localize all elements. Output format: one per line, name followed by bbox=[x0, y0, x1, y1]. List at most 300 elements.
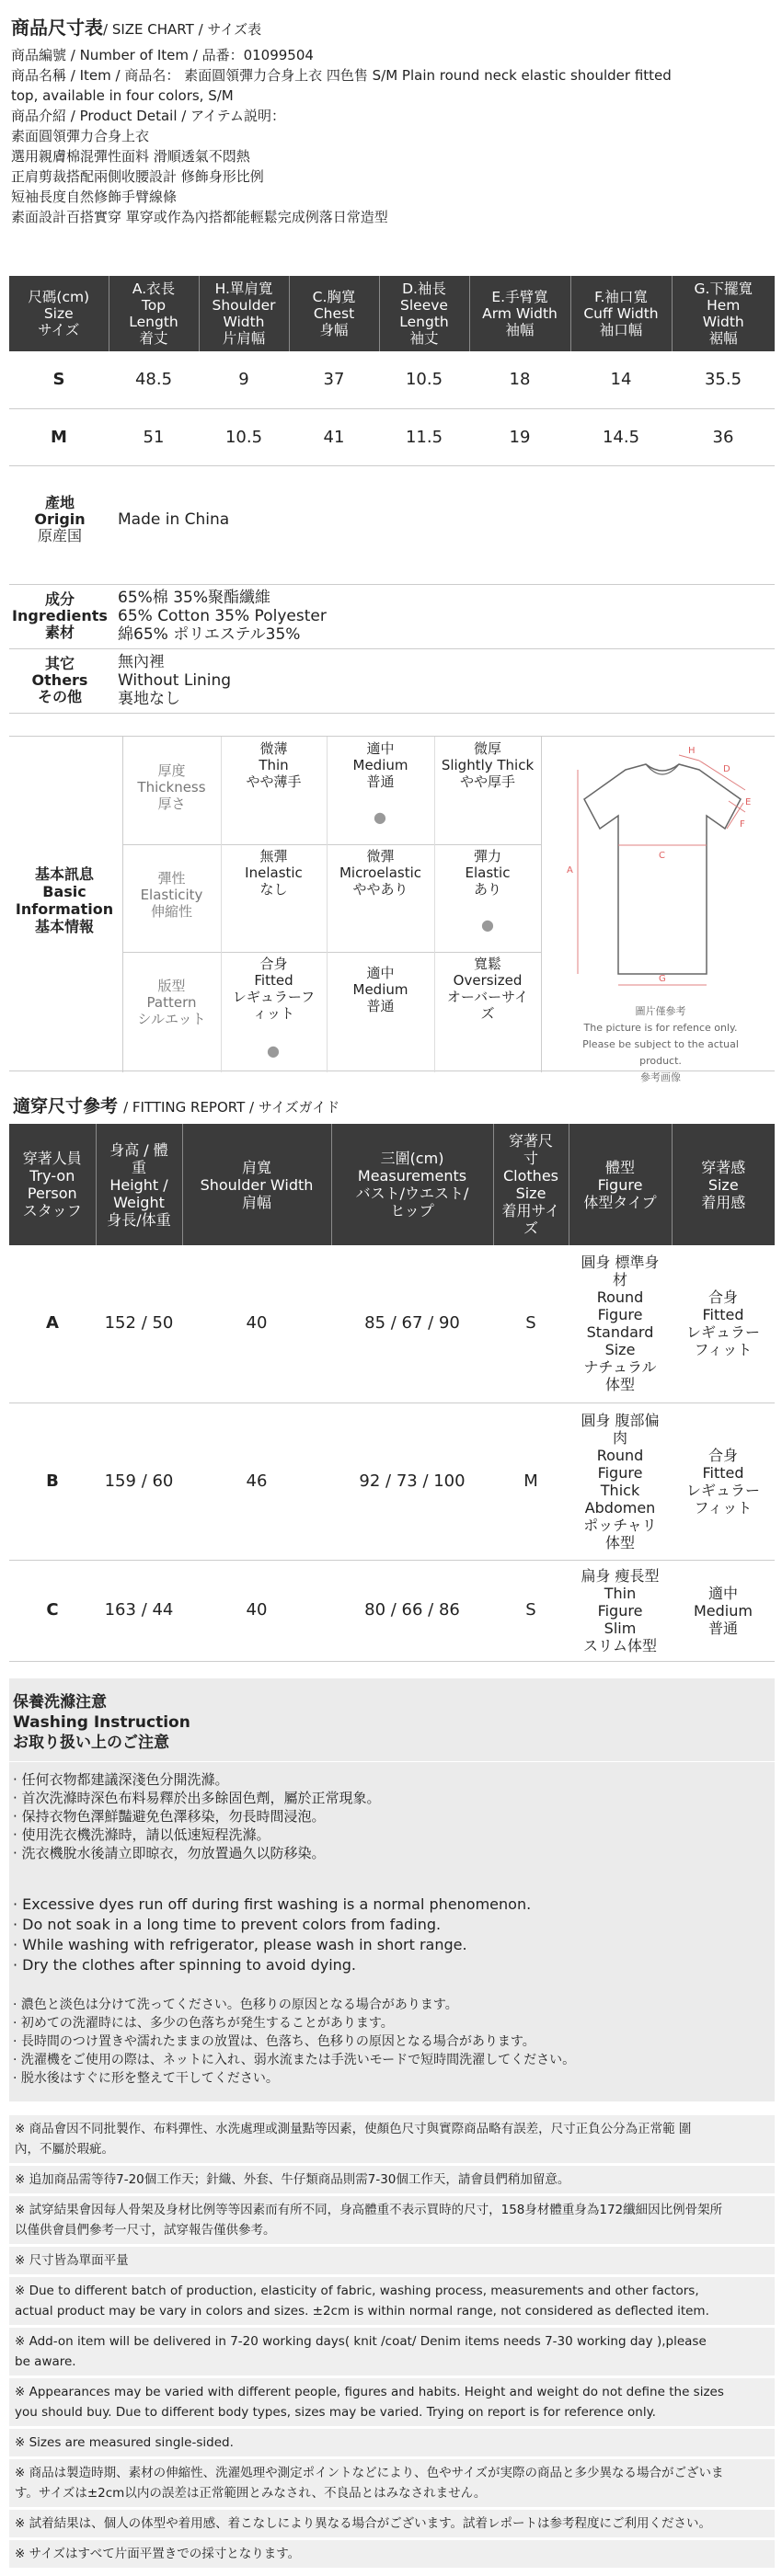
fitting-table bbox=[9, 1124, 775, 1662]
col-header-figure bbox=[569, 1124, 672, 1245]
col-header-top-length bbox=[109, 276, 199, 351]
figure-line: Slim bbox=[604, 1619, 637, 1637]
note-line: ※ 追加商品需等待7-20個工作天；針織、外套、牛仔類商品則需7-30個工作天，請會員們稍加留意。 bbox=[15, 2172, 570, 2187]
col-header-cuff bbox=[570, 276, 672, 351]
header-line: Hem bbox=[707, 297, 741, 314]
header-line: 片肩幅 bbox=[222, 330, 266, 347]
product-details-table bbox=[9, 455, 775, 714]
header-line: 穿著尺 bbox=[508, 1132, 553, 1150]
header-line: 寸 bbox=[523, 1150, 538, 1167]
note-line: ※ 尺寸皆為單面平量 bbox=[15, 2253, 129, 2268]
person-cell: A bbox=[9, 1245, 96, 1402]
header-line: 身長/体重 bbox=[107, 1210, 171, 1229]
note bbox=[9, 2166, 775, 2193]
fitting-header bbox=[9, 1124, 775, 1245]
label-line: その他 bbox=[37, 688, 82, 705]
option-line: Microelastic bbox=[339, 864, 422, 881]
size-chart-table bbox=[9, 276, 775, 466]
value-line: 65% Cotton 35% Polyester bbox=[118, 607, 327, 625]
header-line: Arm Width bbox=[482, 305, 558, 322]
label-line: 素材 bbox=[44, 624, 75, 641]
note-line: be aware. bbox=[15, 2354, 76, 2369]
header-line: Sleeve bbox=[400, 297, 448, 314]
hw-cell: 159 / 60 bbox=[96, 1402, 182, 1560]
heading-line: 保養洗滌注意 bbox=[13, 1693, 107, 1712]
washing-line: · 任何衣物都建議深淺色分開洗滌。 bbox=[13, 1771, 229, 1788]
washing-line: · Dry the clothes after spinning to avoid dying. bbox=[13, 1956, 357, 1974]
figure-line: Round bbox=[596, 1446, 644, 1464]
caption-line: 圖片僅參考 bbox=[635, 1005, 686, 1017]
option-line: オーバーサイ bbox=[446, 989, 529, 1005]
note-line: ※ Appearances may be varied with different people, figures and habits. Height and weight do not define the sizes bbox=[15, 2385, 724, 2399]
header-line: 体型タイプ bbox=[583, 1193, 657, 1211]
thickness-option bbox=[434, 740, 541, 790]
value-cell: 9 bbox=[199, 351, 289, 408]
note bbox=[9, 2540, 775, 2568]
size-cell: S bbox=[493, 1560, 569, 1661]
others-label bbox=[9, 648, 110, 713]
caption-line: The picture is for refence only. bbox=[583, 1022, 738, 1034]
diagram-caption bbox=[552, 1003, 769, 1086]
elasticity-option bbox=[327, 848, 434, 898]
header-line: 袖丈 bbox=[409, 330, 439, 347]
feel-cell bbox=[672, 1560, 775, 1661]
option-line: 無彈 bbox=[259, 848, 288, 864]
figure-line: 体型 bbox=[604, 1376, 635, 1394]
label-line: 彈性 bbox=[157, 870, 186, 887]
option-line: 彈力 bbox=[473, 848, 501, 864]
label-line: 厚度 bbox=[157, 762, 186, 779]
divider bbox=[122, 844, 541, 845]
ingredients-value bbox=[110, 584, 775, 648]
feel-line: フィット bbox=[694, 1498, 753, 1517]
figure-line: 圓身 腹部偏 bbox=[581, 1411, 660, 1429]
option-line: 合身 bbox=[259, 956, 288, 972]
figure-line: Thick bbox=[600, 1481, 640, 1499]
label-line: 基本訊息 bbox=[34, 865, 94, 883]
washing-line: · 濃色と淡色は分けて洗ってください。色移りの原因となる場合があります。 bbox=[13, 1998, 458, 2012]
header-line: 穿著感 bbox=[701, 1158, 746, 1176]
ingredients-label bbox=[9, 584, 110, 648]
header-line: H.單肩寬 bbox=[214, 280, 273, 297]
option-line: 微彈 bbox=[366, 848, 395, 864]
header-line: Top bbox=[141, 297, 167, 314]
col-header-feel bbox=[672, 1124, 775, 1245]
washing-line: · 初めての洗濯時には、多少の色落ちが発生することがあります。 bbox=[13, 2016, 394, 2031]
note-line: 以僅供會員們參考一尺寸，試穿報告僅供參考。 bbox=[15, 2223, 276, 2238]
size-cell: M bbox=[9, 408, 109, 465]
option-line: Medium bbox=[352, 981, 408, 998]
header-line: Length bbox=[129, 314, 178, 330]
table-row bbox=[9, 1245, 775, 1402]
label-line: Origin bbox=[34, 509, 86, 528]
value-cell: 10.5 bbox=[199, 408, 289, 465]
header-line: Figure bbox=[597, 1175, 643, 1194]
fitting-title-text: 適穿尺寸參考 bbox=[13, 1096, 119, 1116]
option-line: レギュラーフ bbox=[232, 989, 316, 1005]
header-line: 三圍(cm) bbox=[380, 1150, 444, 1167]
option-line: やや薄手 bbox=[246, 773, 302, 790]
note bbox=[9, 2510, 775, 2537]
value-cell: 37 bbox=[289, 351, 379, 408]
feel-line: 適中 bbox=[707, 1584, 738, 1602]
pattern-option bbox=[327, 965, 434, 1014]
caption-line: 參考画像 bbox=[640, 1071, 681, 1083]
header-line: 體型 bbox=[604, 1158, 635, 1176]
ingredients-row bbox=[9, 584, 775, 648]
info-line: 商品編號 / Number of Item / 品番：01099504 bbox=[11, 47, 314, 63]
washing-line: · 首次洗滌時深色布料易釋於出多餘固色劑，屬於正常現象。 bbox=[13, 1790, 381, 1806]
figure-line: 材 bbox=[612, 1271, 627, 1289]
hw-cell: 152 / 50 bbox=[96, 1245, 182, 1402]
figure-cell bbox=[569, 1560, 672, 1661]
feel-line: レギュラー bbox=[685, 1481, 760, 1499]
washing-line: · 保持衣物色澤鮮豔避免色澤移染，勿長時間浸泡。 bbox=[13, 1808, 326, 1825]
header-line: E.手臂寬 bbox=[491, 289, 548, 305]
option-line: 適中 bbox=[366, 965, 395, 981]
figure-line: 体型 bbox=[604, 1533, 635, 1551]
note-line: ※ Add-on item will be delivered in 7-20 working days( knit /coat/ Denim items needs 7-30 working day ),please bbox=[15, 2334, 707, 2349]
col-header-size bbox=[9, 276, 109, 351]
header-line: Person bbox=[27, 1185, 77, 1202]
label-line: Elasticity bbox=[140, 887, 203, 903]
header-line: Height / bbox=[109, 1175, 168, 1194]
col-header-sleeve bbox=[379, 276, 469, 351]
feel-cell bbox=[672, 1245, 775, 1402]
figure-line: Abdomen bbox=[584, 1498, 656, 1517]
figure-line: 圓身 標準身 bbox=[581, 1254, 660, 1272]
washing-line: · 洗濯機をご使用の際は、ネットに入れ、弱水流または手洗いモードで短時間洗濯してください。 bbox=[13, 2053, 576, 2067]
diagram-letter: E bbox=[745, 797, 752, 807]
washing-en bbox=[13, 1895, 531, 1975]
option-line: ややあり bbox=[352, 881, 408, 898]
label-line: 原産国 bbox=[37, 526, 82, 544]
selected-dot: ● bbox=[267, 1042, 280, 1059]
header-line: 着用サイ bbox=[501, 1202, 560, 1219]
note bbox=[9, 2378, 775, 2426]
hw-cell: 163 / 44 bbox=[96, 1560, 182, 1661]
header-line: D.袖長 bbox=[402, 280, 446, 297]
shoulder-cell: 40 bbox=[182, 1245, 331, 1402]
washing-line: · 脱水後はすぐに形を整えて干してください。 bbox=[13, 2071, 279, 2086]
washing-zh bbox=[13, 1770, 381, 1862]
figure-line: 扁身 瘦長型 bbox=[581, 1566, 660, 1585]
diagram-letter: D bbox=[723, 764, 730, 774]
header-line: Width bbox=[223, 314, 265, 330]
label-line: 產地 bbox=[44, 493, 75, 511]
note bbox=[9, 2115, 775, 2163]
info-line: 短袖長度自然修飾手臂線條 bbox=[11, 189, 178, 205]
size-cell: S bbox=[9, 351, 109, 408]
header-line: 穿著人員 bbox=[22, 1150, 82, 1167]
note bbox=[9, 2328, 775, 2376]
elasticity-option bbox=[221, 848, 327, 898]
label-line: Others bbox=[31, 671, 88, 689]
col-header-height-weight bbox=[96, 1124, 182, 1245]
label-line: Ingredients bbox=[12, 607, 108, 624]
header-line: サイズ bbox=[38, 322, 80, 338]
thickness-label bbox=[122, 762, 221, 812]
label-line: シルエット bbox=[137, 1011, 206, 1027]
pattern-option bbox=[434, 956, 541, 1022]
note bbox=[9, 2429, 775, 2456]
value-cell: 19 bbox=[469, 408, 570, 465]
header-line: Shoulder Width bbox=[200, 1175, 314, 1194]
table-row bbox=[9, 1402, 775, 1560]
value-cell: 14.5 bbox=[570, 408, 672, 465]
size-cell: M bbox=[493, 1402, 569, 1560]
note-line: actual product may be vary in colors and sizes. ±2cm is within normal range, not considered as deflected item. bbox=[15, 2304, 709, 2318]
page-title: 商品尺寸表/ SIZE CHART / サイズ表 bbox=[11, 17, 262, 39]
option-line: 微厚 bbox=[473, 740, 501, 757]
label-line: Information bbox=[15, 900, 114, 918]
washing-ja bbox=[13, 1996, 575, 2088]
shoulder-cell: 40 bbox=[182, 1560, 331, 1661]
note-line: ※ 試穿結果會因每人骨架及身材比例等等因素而有所不同，身高體重不表示買時的尺寸，158身材體重身為172纖細因比例骨架所 bbox=[15, 2203, 723, 2217]
option-line: 普通 bbox=[366, 998, 395, 1014]
feel-line: Medium bbox=[694, 1601, 753, 1620]
note-line: ※ 商品は製造時期、素材の伸縮性、洗濯処理や測定ポイントなどにより、色やサイズが実際の商品と多少異なる場合がございま bbox=[15, 2466, 724, 2480]
header-line: C.胸寬 bbox=[312, 289, 356, 305]
measurements-cell: 92 / 73 / 100 bbox=[331, 1402, 493, 1560]
col-header-shoulder bbox=[199, 276, 289, 351]
others-row bbox=[9, 648, 775, 713]
label-line: 基本情報 bbox=[34, 918, 94, 935]
diagram-letter: C bbox=[659, 851, 665, 861]
size-cell: S bbox=[493, 1245, 569, 1402]
option-line: Fitted bbox=[254, 972, 293, 989]
divider bbox=[9, 1761, 775, 1762]
option-line: Elastic bbox=[465, 864, 511, 881]
fitting-title bbox=[13, 1093, 339, 1117]
option-line: 普通 bbox=[366, 773, 395, 790]
heading-line: お取り扱い上のご注意 bbox=[13, 1734, 169, 1752]
header-line: 袖幅 bbox=[505, 322, 535, 338]
header-line: Try-on bbox=[29, 1167, 75, 1185]
elasticity-option bbox=[434, 848, 541, 898]
header-line: スタッフ bbox=[22, 1202, 82, 1219]
caption-line: Please be subject to the actual bbox=[582, 1038, 739, 1050]
caption-line: product. bbox=[639, 1055, 682, 1067]
header-line: ズ bbox=[523, 1219, 538, 1237]
basic-info-section bbox=[9, 736, 775, 1083]
option-line: Slightly Thick bbox=[441, 757, 535, 773]
note bbox=[9, 2277, 775, 2325]
value-line: Without Lining bbox=[118, 671, 232, 690]
thickness-option bbox=[327, 740, 434, 790]
header-line: 肩幅 bbox=[241, 1193, 271, 1211]
basic-info-label bbox=[9, 865, 120, 935]
elasticity-label bbox=[122, 870, 221, 920]
option-line: Inelastic bbox=[245, 864, 303, 881]
col-header-shoulder bbox=[182, 1124, 331, 1245]
option-line: あり bbox=[473, 881, 501, 898]
selected-dot: ● bbox=[374, 808, 386, 826]
header-line: Clothes bbox=[503, 1167, 558, 1185]
figure-line: Thin bbox=[604, 1584, 637, 1602]
header-line: 重 bbox=[131, 1158, 146, 1176]
header-line: 裾幅 bbox=[708, 330, 738, 347]
selected-dot: ● bbox=[481, 916, 494, 933]
option-line: ズ bbox=[480, 1005, 495, 1022]
header-line: Cuff Width bbox=[583, 305, 659, 322]
washing-line: · Do not soak in a long time to prevent colors from fading. bbox=[13, 1916, 442, 1933]
label-line: 厚さ bbox=[157, 796, 186, 812]
option-line: Oversized bbox=[453, 972, 523, 989]
value-line: 綿65% ポリエステル35% bbox=[118, 625, 301, 644]
pattern-option bbox=[221, 956, 327, 1022]
note-line: ※ サイズはすべて片面平置きでの採寸となります。 bbox=[15, 2547, 301, 2561]
measurements-cell: 80 / 66 / 86 bbox=[331, 1560, 493, 1661]
value-line: 65%棉 35%聚酯纖維 bbox=[118, 589, 270, 607]
feel-line: 合身 bbox=[707, 1288, 738, 1307]
header-line: G.下擺寬 bbox=[694, 280, 753, 297]
option-line: Medium bbox=[352, 757, 408, 773]
note bbox=[9, 2196, 775, 2244]
pattern-label bbox=[122, 978, 221, 1027]
header-line: Width bbox=[702, 314, 744, 330]
option-line: 適中 bbox=[366, 740, 395, 757]
label-line: Basic bbox=[42, 883, 86, 900]
figure-line: スリム体型 bbox=[582, 1636, 657, 1654]
label-line: 版型 bbox=[157, 978, 186, 994]
washing-line: · Excessive dyes run off during first washing is a normal phenomenon. bbox=[13, 1895, 532, 1913]
origin-label bbox=[9, 455, 110, 584]
note-line: you should buy. Due to different body types, sizes may be varied. Trying on report is for reference only. bbox=[15, 2405, 656, 2420]
col-header-person bbox=[9, 1124, 96, 1245]
divider bbox=[122, 952, 541, 953]
col-header-measurements bbox=[331, 1124, 493, 1245]
header-line: 身幅 bbox=[319, 322, 349, 338]
heading-line: Washing Instruction bbox=[13, 1713, 190, 1732]
figure-line: 肉 bbox=[612, 1428, 627, 1447]
feel-line: レギュラー bbox=[685, 1323, 760, 1342]
value-cell: 14 bbox=[570, 351, 672, 408]
size-chart-header bbox=[9, 276, 775, 351]
header-line: 着用感 bbox=[701, 1193, 746, 1211]
label-line: Pattern bbox=[146, 994, 197, 1011]
product-info bbox=[11, 45, 771, 227]
header-line: 着丈 bbox=[139, 330, 168, 347]
header-line: Length bbox=[399, 314, 449, 330]
figure-line: ポッチャリ bbox=[583, 1516, 657, 1534]
figure-line: Round bbox=[596, 1288, 644, 1307]
diagram-letter: F bbox=[740, 819, 745, 830]
feel-line: フィット bbox=[694, 1341, 753, 1359]
note-line: ※ 商品會因不同批製作、布料彈性、水洗處理或測量點等因素，使顏色尺寸與實際商品略有誤差，尺寸正負公分為正常範 圍 bbox=[15, 2122, 692, 2136]
value-cell: 11.5 bbox=[379, 408, 469, 465]
value-cell: 35.5 bbox=[672, 351, 775, 408]
header-line: ヒップ bbox=[390, 1202, 434, 1219]
value-line: 無內裡 bbox=[118, 653, 165, 671]
info-line: 選用親膚棉混彈性面料 滑順透氣不悶熱 bbox=[11, 148, 250, 165]
value-cell: 41 bbox=[289, 408, 379, 465]
washing-line: · While washing with refrigerator, please wash in short range. bbox=[13, 1936, 467, 1953]
value-cell: 18 bbox=[469, 351, 570, 408]
label-line: 其它 bbox=[44, 655, 75, 672]
diagram-letter: H bbox=[688, 746, 696, 756]
option-line: なし bbox=[259, 881, 288, 898]
figure-line: Size bbox=[604, 1341, 636, 1359]
option-line: 寬鬆 bbox=[473, 956, 501, 972]
origin-value: Made in China bbox=[110, 455, 775, 584]
figure-line: Figure bbox=[597, 1463, 643, 1482]
header-line: Size bbox=[43, 305, 74, 322]
header-line: Measurements bbox=[357, 1167, 467, 1185]
shoulder-cell: 46 bbox=[182, 1402, 331, 1560]
header-line: F.袖口寬 bbox=[594, 289, 648, 305]
figure-line: Standard bbox=[586, 1323, 654, 1342]
washing-line: · 使用洗衣機洗滌時，請以低速短程洗滌。 bbox=[13, 1826, 270, 1843]
product-header bbox=[11, 13, 771, 227]
value-cell: 48.5 bbox=[109, 351, 199, 408]
header-line: Weight bbox=[113, 1193, 165, 1211]
value-cell: 36 bbox=[672, 408, 775, 465]
header-line: Chest bbox=[313, 305, 355, 322]
person-cell: C bbox=[9, 1560, 96, 1661]
table-row bbox=[9, 1560, 775, 1661]
header-line: バスト/ウエスト/ bbox=[355, 1185, 469, 1202]
info-line: 商品介紹 / Product Detail / アイテム説明： bbox=[11, 108, 285, 124]
feel-line: Fitted bbox=[702, 1306, 744, 1324]
col-header-clothes-size bbox=[493, 1124, 569, 1245]
note-line: ※ Sizes are measured single-sided. bbox=[15, 2435, 234, 2450]
measurements-cell: 85 / 67 / 90 bbox=[331, 1245, 493, 1402]
value-cell: 51 bbox=[109, 408, 199, 465]
feel-line: 合身 bbox=[707, 1446, 738, 1464]
note bbox=[9, 2247, 775, 2274]
header-line: A.衣長 bbox=[132, 280, 176, 297]
figure-line: ナチュラル bbox=[583, 1358, 657, 1377]
note bbox=[9, 2459, 775, 2507]
feel-line: Fitted bbox=[702, 1463, 744, 1482]
value-line: 裏地なし bbox=[118, 690, 180, 708]
col-header-chest bbox=[289, 276, 379, 351]
washing-line: · 洗衣機脫水後請立即晾衣，勿放置過久以防移染。 bbox=[13, 1845, 326, 1861]
header-line: Shoulder bbox=[212, 297, 276, 314]
washing-section bbox=[9, 1678, 775, 2101]
info-line: 素面圓領彈力合身上衣 bbox=[11, 128, 150, 144]
info-line: 正肩剪裁搭配兩側收腰設計 修飾身形比例 bbox=[11, 168, 264, 185]
feel-cell bbox=[672, 1402, 775, 1560]
header-line: Size bbox=[707, 1175, 739, 1194]
col-header-hem bbox=[672, 276, 775, 351]
col-header-arm bbox=[469, 276, 570, 351]
info-line: 素面設計百搭實穿 單穿或作為內搭都能輕鬆完成例落日常造型 bbox=[11, 209, 388, 225]
diagram-letter: A bbox=[567, 865, 573, 876]
diagram-letter: G bbox=[659, 974, 666, 984]
label-line: 伸縮性 bbox=[150, 903, 192, 920]
header-line: 肩寬 bbox=[241, 1158, 271, 1176]
option-line: ィット bbox=[252, 1005, 294, 1022]
figure-cell bbox=[569, 1245, 672, 1402]
option-line: 微薄 bbox=[259, 740, 288, 757]
header-line: 尺碼(cm) bbox=[28, 289, 90, 305]
header-line: 身高 / 體 bbox=[109, 1140, 168, 1159]
figure-line: Figure bbox=[597, 1601, 643, 1620]
header-line: Size bbox=[515, 1185, 546, 1202]
tshirt-diagram bbox=[561, 744, 764, 992]
value-cell: 10.5 bbox=[379, 351, 469, 408]
washing-heading bbox=[13, 1692, 190, 1753]
others-value bbox=[110, 648, 775, 713]
note-line: ※ Due to different batch of production, elasticity of fabric, washing process, measurements and other factors, bbox=[15, 2284, 699, 2298]
fitting-title-suffix: / FITTING REPORT / サイズガイド bbox=[123, 1099, 340, 1116]
divider bbox=[541, 737, 542, 1072]
thickness-option bbox=[221, 740, 327, 790]
header-line: 袖口幅 bbox=[599, 322, 643, 338]
info-line: 商品名稱 / Item / 商品名： 素面圓領彈力合身上衣 四色售 S/M Plain round neck elastic shoulder fitted bbox=[11, 67, 672, 84]
